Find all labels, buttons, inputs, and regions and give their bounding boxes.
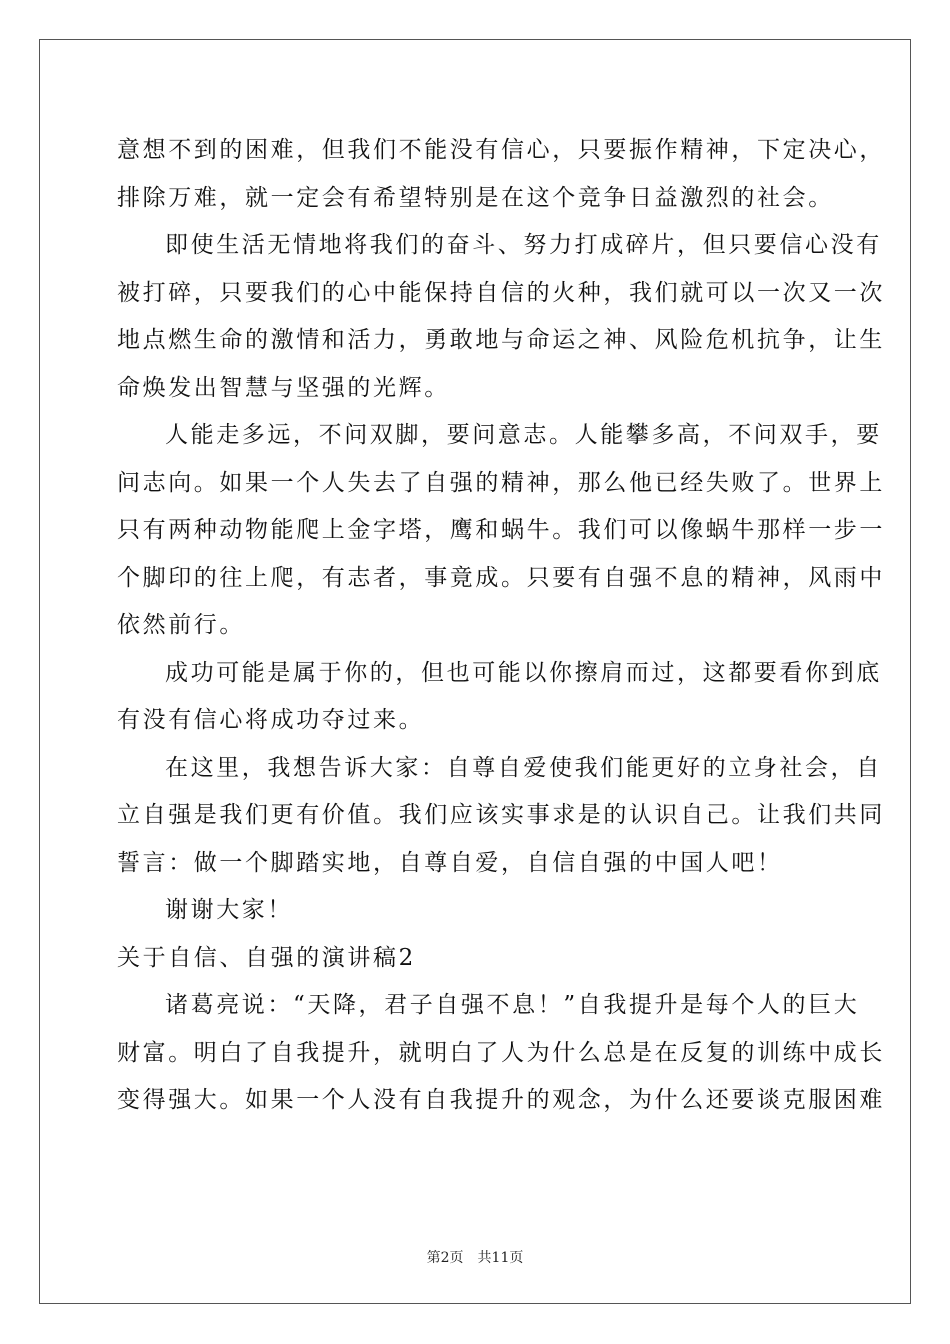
text-line: 命焕发出智慧与坚强的光辉。 [117, 374, 450, 401]
text-line: 变得强大。如果一个人没有自我提升的观念，为什么还要谈克服困难 [117, 1087, 885, 1113]
document-body [117, 127, 885, 1125]
text-line: 诸葛亮说：“天降，君子自强不息！”自我提升是每个人的巨大 [165, 992, 860, 1018]
text-line: 只有两种动物能爬上金字塔，鹰和蜗牛。我们可以像蜗牛那样一步一 [117, 517, 885, 543]
text-line: 问志向。如果一个人失去了自强的精神，那么他已经失败了。世界上 [117, 469, 885, 496]
text-line: 排除万难，就一定会有希望特别是在这个竞争日益激烈的社会。 [117, 184, 834, 211]
page-number: 第2页 [426, 1250, 464, 1266]
text-line: 即使生活无情地将我们的奋斗、努力打成碎片，但只要信心没有 [165, 232, 882, 258]
text-line: 有没有信心将成功夺过来。 [117, 707, 425, 733]
text-line: 个脚印的往上爬，有志者，事竟成。只要有自强不息的精神，风雨中 [117, 564, 885, 591]
text-line: 财富。明白了自我提升，就明白了人为什么总是在反复的训练中成长 [117, 1039, 885, 1066]
text-line: 誓言：做一个脚踏实地，自尊自爱，自信自强的中国人吧！ [117, 849, 783, 876]
text-line: 地点燃生命的激情和活力，勇敢地与命运之神、风险危机抗争，让生 [117, 327, 885, 353]
text-line: 立自强是我们更有价值。我们应该实事求是的认识自己。让我们共同 [117, 802, 885, 828]
text-line: 被打碎，只要我们的心中能保持自信的火种，我们就可以一次又一次 [117, 279, 885, 306]
page-footer [0, 1247, 950, 1267]
text-line: 成功可能是属于你的，但也可能以你擦肩而过，这都要看你到底 [165, 659, 882, 686]
page-total: 共11页 [477, 1250, 524, 1266]
text-line: 在这里，我想告诉大家：自尊自爱使我们能更好的立身社会，自 [165, 754, 882, 781]
text-line: 意想不到的困难，但我们不能没有信心，只要振作精神，下定决心， [117, 137, 885, 163]
text-line: 谢谢大家！ [165, 897, 293, 923]
text-line: 依然前行。 [117, 612, 245, 638]
text-line: 人能走多远，不问双脚，要问意志。人能攀多高，不问双手，要 [165, 422, 882, 448]
text-line: 关于自信、自强的演讲稿2 [117, 944, 416, 971]
